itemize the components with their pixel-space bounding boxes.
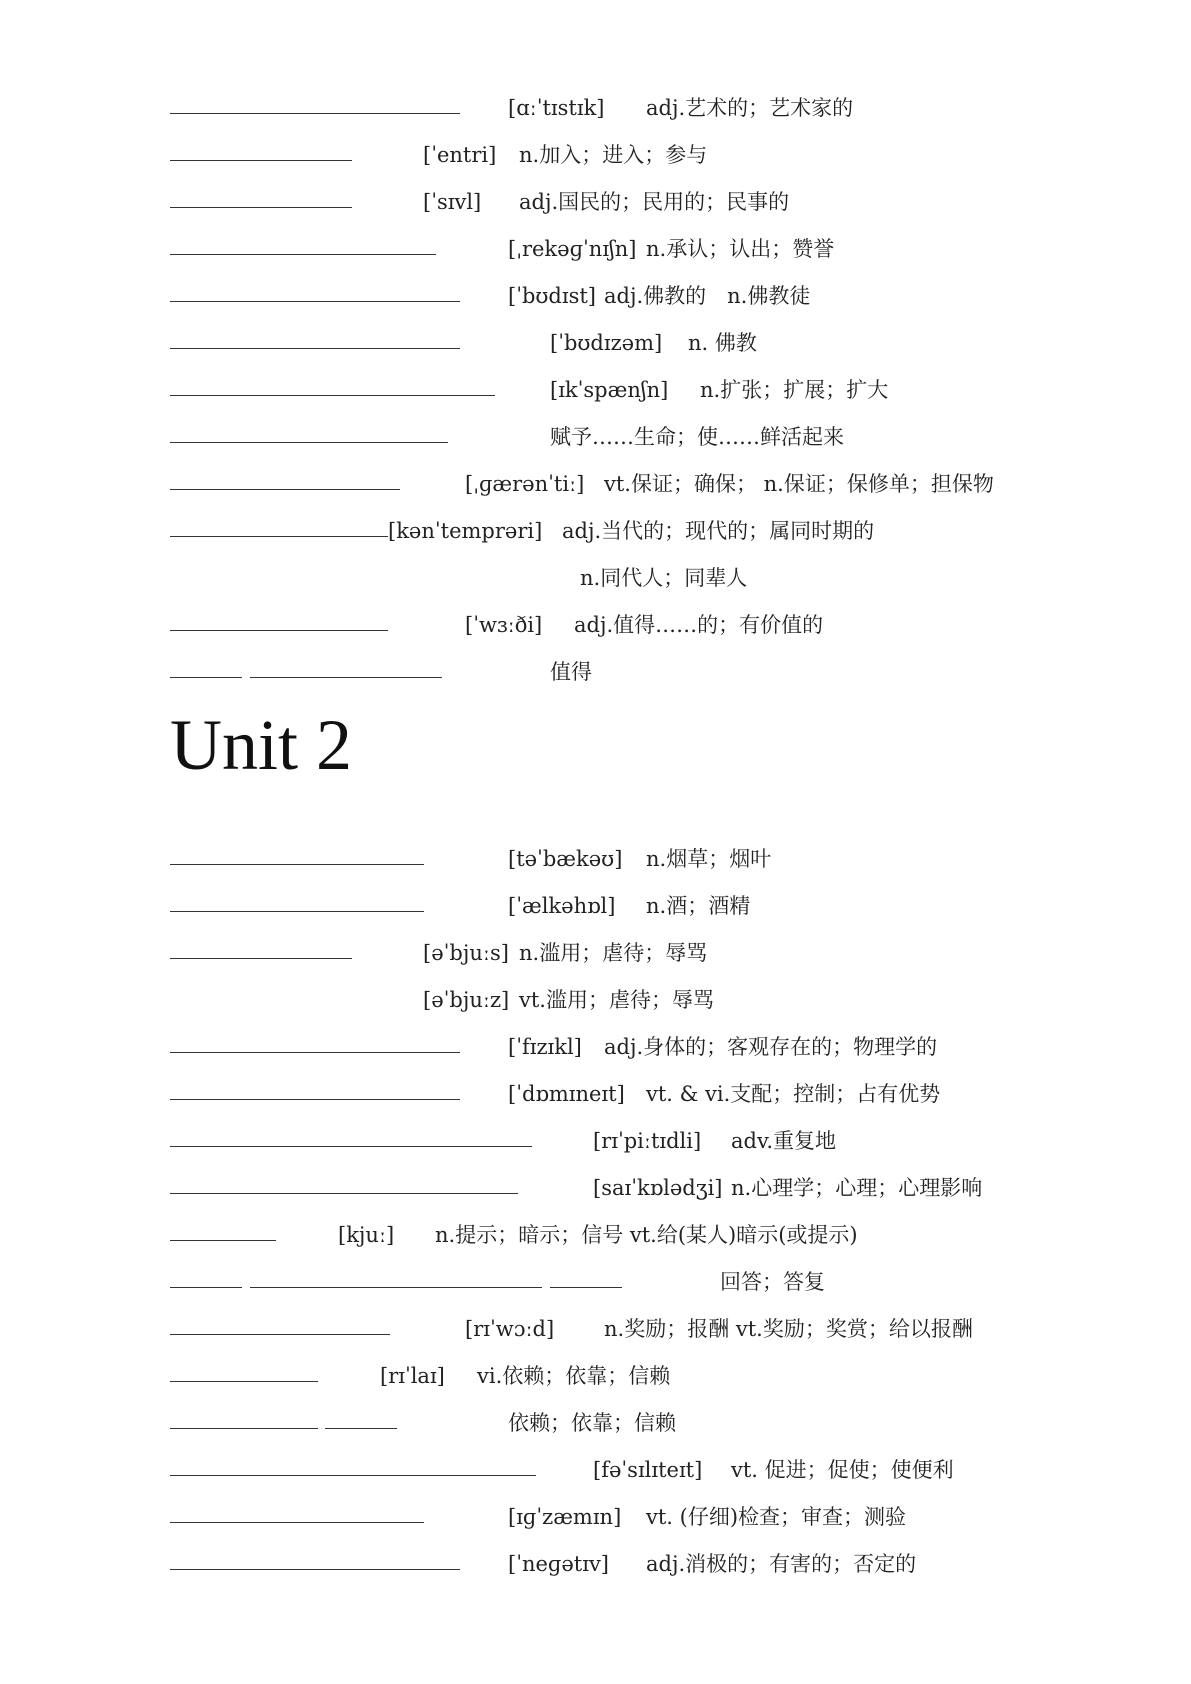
meaning: vt. & vi.支配；控制；占有优势 <box>646 1082 941 1106</box>
meaning: adj.消极的；有害的；否定的 <box>646 1552 917 1576</box>
vocab-row <box>0 1032 1191 1064</box>
vocab-row <box>0 1314 1191 1346</box>
phonetic: [rɪˈwɔːd] <box>465 1317 555 1341</box>
phonetic: [ˈbʊdɪzəm] <box>550 331 663 355</box>
vocab-row <box>0 469 1191 501</box>
answer-blank[interactable] <box>170 442 448 443</box>
phonetic: [əˈbjuːs] <box>423 941 509 965</box>
answer-blank[interactable] <box>170 1475 536 1476</box>
answer-blank[interactable] <box>170 1428 318 1429</box>
vocab-row <box>0 1408 1191 1440</box>
vocab-row <box>0 891 1191 923</box>
answer-blank[interactable] <box>170 301 460 302</box>
meaning: n.心理学；心理；心理影响 <box>731 1176 983 1200</box>
phonetic: [təˈbækəʊ] <box>508 847 623 871</box>
meaning: adj.佛教的 n.佛教徒 <box>604 284 811 308</box>
answer-blank[interactable] <box>170 677 242 678</box>
meaning: adj.国民的；民用的；民事的 <box>519 190 790 214</box>
vocab-row <box>0 93 1191 125</box>
meaning: n.烟草；烟叶 <box>646 847 772 871</box>
answer-blank[interactable] <box>170 630 388 631</box>
meaning: n.扩张；扩展；扩大 <box>700 378 889 402</box>
phonetic: [ˈdɒmɪneɪt] <box>508 1082 625 1106</box>
answer-blank[interactable] <box>170 348 460 349</box>
meaning: adj.身体的；客观存在的；物理学的 <box>604 1035 938 1059</box>
phonetic: [fəˈsɪlɪteɪt] <box>593 1458 703 1482</box>
answer-blank[interactable] <box>325 1428 397 1429</box>
answer-blank[interactable] <box>170 395 495 396</box>
phonetic: [ˈbʊdɪst] <box>508 284 596 308</box>
phonetic: [ˌrekəɡˈnɪʃn] <box>508 237 637 261</box>
answer-blank[interactable] <box>170 864 424 865</box>
meaning: n.加入；进入；参与 <box>519 143 708 167</box>
answer-blank[interactable] <box>170 1522 424 1523</box>
meaning: n.酒；酒精 <box>646 894 751 918</box>
phonetic: [saɪˈkɒlədʒi] <box>593 1176 723 1200</box>
answer-blank[interactable] <box>250 1287 542 1288</box>
answer-blank[interactable] <box>170 1287 242 1288</box>
meaning: vt.保证；确保； n.保证；保修单；担保物 <box>604 472 994 496</box>
phonetic: [ˈwɜːði] <box>465 613 543 637</box>
meaning: adj.艺术的；艺术家的 <box>646 96 854 120</box>
answer-blank[interactable] <box>170 1240 276 1241</box>
vocab-row <box>0 1549 1191 1581</box>
vocab-row <box>0 1079 1191 1111</box>
phonetic: [ˌɡærənˈtiː] <box>465 472 585 496</box>
meaning: vt. (仔细)检查；审查；测验 <box>646 1505 907 1529</box>
answer-blank[interactable] <box>170 113 460 114</box>
meaning: n. 佛教 <box>688 331 757 355</box>
vocab-row <box>0 610 1191 642</box>
vocab-row <box>0 140 1191 172</box>
phonetic: [ˈneɡətɪv] <box>508 1552 610 1576</box>
vocab-row <box>0 516 1191 548</box>
vocab-row <box>0 422 1191 454</box>
answer-blank[interactable] <box>170 958 352 959</box>
meaning: n.提示；暗示；信号 vt.给(某人)暗示(或提示) <box>435 1223 858 1247</box>
phonetic: [ˈfɪzɪkl] <box>508 1035 582 1059</box>
vocab-row <box>0 281 1191 313</box>
meaning: adj.当代的；现代的；属同时期的 <box>562 519 875 543</box>
meaning: 值得 <box>550 660 592 684</box>
vocab-row <box>0 1502 1191 1534</box>
vocab-row <box>0 657 1191 689</box>
vocab-row <box>0 1173 1191 1205</box>
phonetic: [ˈsɪvl] <box>423 190 482 214</box>
answer-blank[interactable] <box>170 1569 460 1570</box>
answer-blank[interactable] <box>170 489 400 490</box>
meaning: adv.重复地 <box>731 1129 837 1153</box>
vocab-row <box>0 1455 1191 1487</box>
meaning: n.奖励；报酬 vt.奖励；奖赏；给以报酬 <box>604 1317 973 1341</box>
unit-heading: Unit 2 <box>170 705 353 785</box>
vocab-row <box>0 563 1191 595</box>
answer-blank[interactable] <box>170 1146 532 1147</box>
vocab-row <box>0 844 1191 876</box>
answer-blank[interactable] <box>170 1334 390 1335</box>
phonetic: [əˈbjuːz] <box>423 988 510 1012</box>
answer-blank[interactable] <box>170 1381 318 1382</box>
vocab-row <box>0 1361 1191 1393</box>
vocab-row <box>0 234 1191 266</box>
answer-blank[interactable] <box>550 1287 622 1288</box>
meaning: vt. 促进；促使；使便利 <box>731 1458 954 1482</box>
meaning: 回答；答复 <box>720 1270 825 1294</box>
phonetic: [ɪɡˈzæmɪn] <box>508 1505 622 1529</box>
answer-blank[interactable] <box>170 1099 460 1100</box>
vocab-row <box>0 1220 1191 1252</box>
answer-blank[interactable] <box>250 677 442 678</box>
vocab-row <box>0 1126 1191 1158</box>
answer-blank[interactable] <box>170 911 424 912</box>
vocab-row <box>0 375 1191 407</box>
answer-blank[interactable] <box>170 1193 518 1194</box>
meaning: n.滥用；虐待；辱骂 <box>519 941 708 965</box>
meaning: vt.滥用；虐待；辱骂 <box>519 988 714 1012</box>
meaning: 依赖；依靠；信赖 <box>508 1411 676 1435</box>
phonetic: [rɪˈlaɪ] <box>380 1364 445 1388</box>
answer-blank[interactable] <box>170 254 436 255</box>
answer-blank[interactable] <box>170 1052 460 1053</box>
meaning: n.承认；认出；赞誉 <box>646 237 835 261</box>
vocab-row <box>0 328 1191 360</box>
phonetic: [kjuː] <box>338 1223 395 1247</box>
vocab-row <box>0 187 1191 219</box>
vocab-row <box>0 985 1191 1017</box>
phonetic: [ɪkˈspænʃn] <box>550 378 669 402</box>
meaning: vi.依赖；依靠；信赖 <box>477 1364 671 1388</box>
meaning: adj.值得……的；有价值的 <box>574 613 824 637</box>
phonetic: [kənˈtemprəri] <box>388 519 543 543</box>
phonetic: [rɪˈpiːtɪdli] <box>593 1129 702 1153</box>
meaning: n.同代人；同辈人 <box>580 566 748 590</box>
meaning: 赋予……生命；使……鲜活起来 <box>550 425 844 449</box>
answer-blank[interactable] <box>170 160 352 161</box>
phonetic: [ɑːˈtɪstɪk] <box>508 96 605 120</box>
phonetic: [ˈælkəhɒl] <box>508 894 616 918</box>
vocab-row <box>0 1267 1191 1299</box>
vocab-row <box>0 938 1191 970</box>
phonetic: [ˈentri] <box>423 143 497 167</box>
answer-blank[interactable] <box>170 536 388 537</box>
answer-blank[interactable] <box>170 207 352 208</box>
